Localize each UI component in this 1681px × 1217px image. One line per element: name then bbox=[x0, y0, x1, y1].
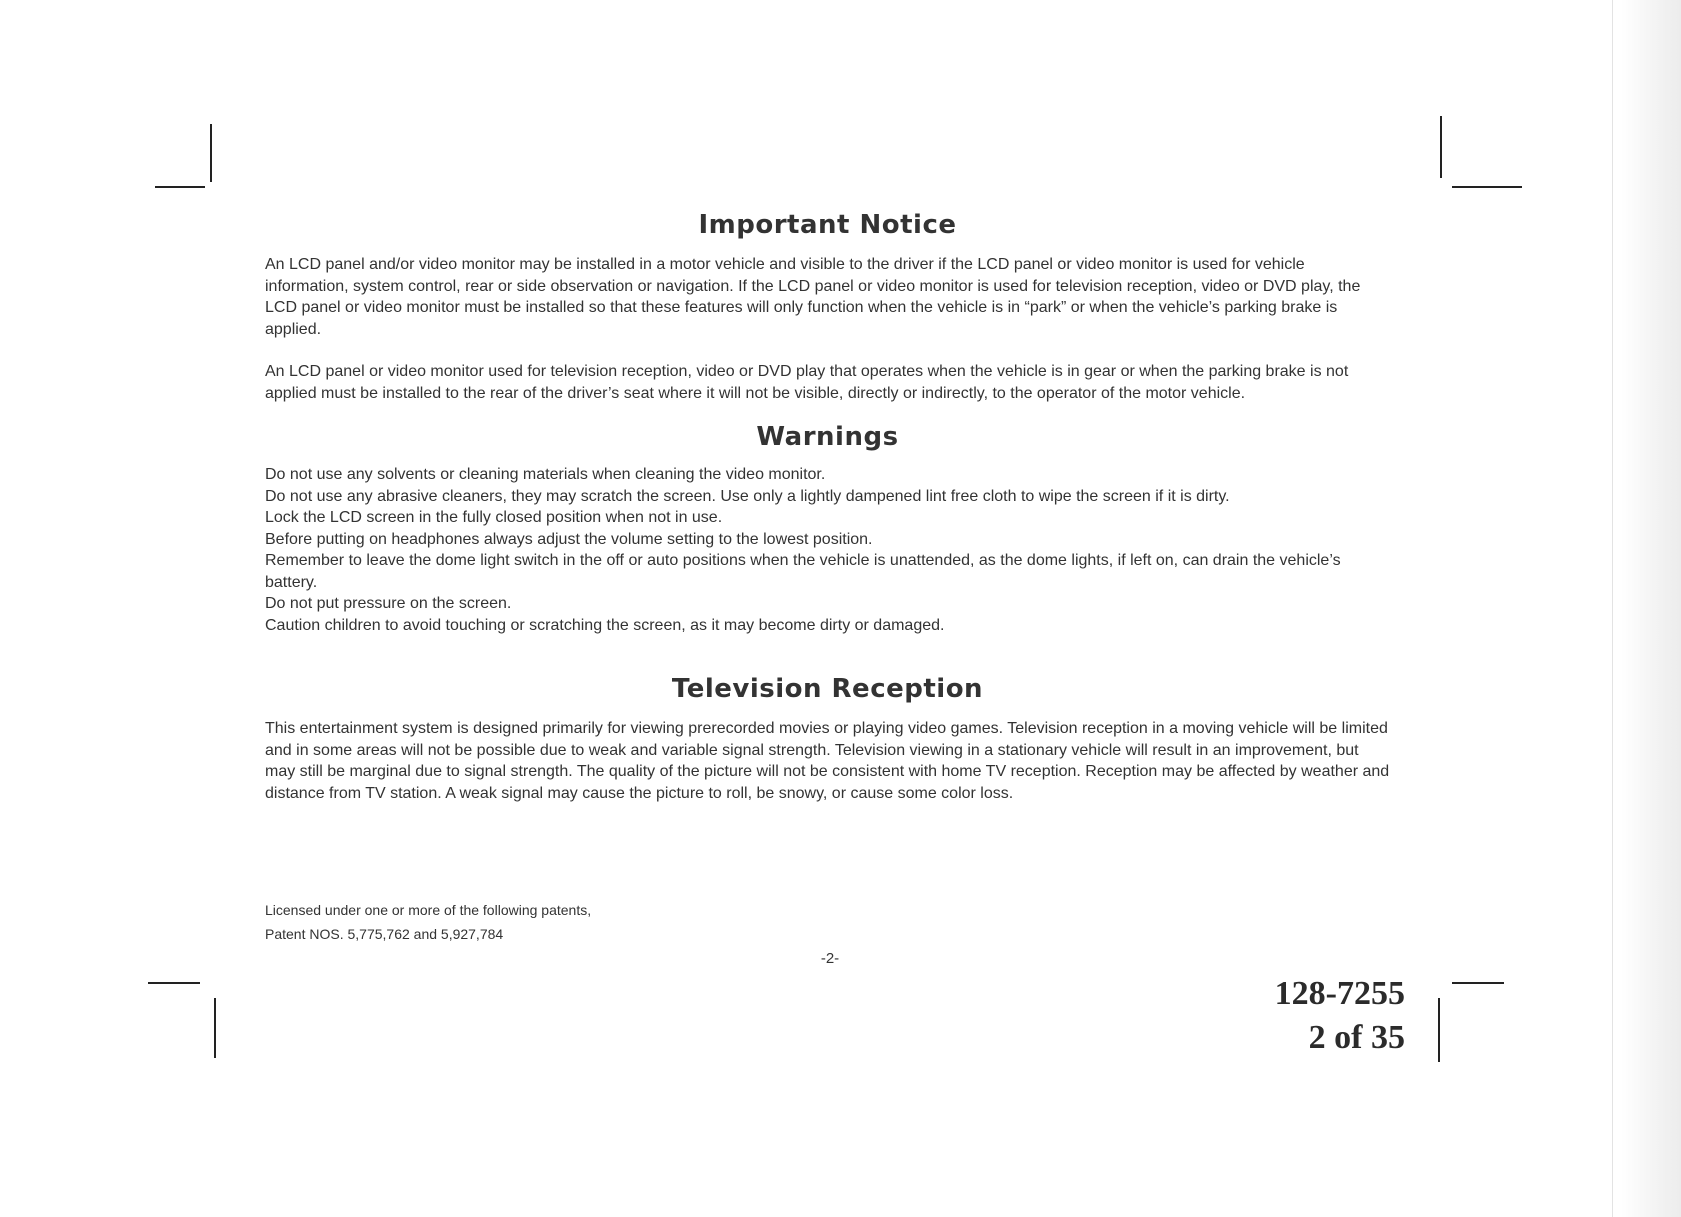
document-number: 128-7255 bbox=[1274, 975, 1405, 1012]
television-reception-paragraph: This entertainment system is designed primarily for viewing prerecorded movies or playing video games. Television reception in a moving vehicle will be limited and in some areas will not be possible due to weak and variable signal strength. Television viewing in a stationary vehicle will result in an improvement, but may still be marginal due to signal strength. The quality of the picture will not be consistent with home TV reception. Reception may be affected by weather and distance from TV station. A weak signal may cause the picture to roll, be snowy, or cause some color loss. bbox=[265, 720, 1390, 802]
notice-paragraph-2: An LCD panel or video monitor used for television reception, video or DVD play that operates when the vehicle is in gear or when the parking brake is not applied must be installed to the rear of the driver’s seat where it will not be visible, directly or indirectly, to the operator of the motor vehicle. bbox=[265, 363, 1349, 402]
page-number: -2- bbox=[820, 950, 840, 967]
crop-mark-bottom-left-vertical bbox=[214, 998, 216, 1058]
patent-numbers-line: Patent NOS. 5,775,762 and 5,927,784 bbox=[265, 926, 504, 942]
crop-mark-bottom-right-vertical bbox=[1438, 998, 1440, 1062]
warnings-heading: Warnings bbox=[756, 422, 899, 452]
television-reception-heading: Television Reception bbox=[671, 674, 984, 704]
patent-license-line: Licensed under one or more of the following patents, bbox=[265, 902, 592, 918]
crop-mark-bottom-right-horizontal bbox=[1452, 982, 1504, 984]
warning-item: Do not use any abrasive cleaners, they may scratch the screen. Use only a lightly dampened lint free cloth to wipe the screen if it is dirty. bbox=[265, 487, 1230, 505]
crop-mark-top-right-horizontal bbox=[1452, 186, 1522, 188]
warning-item: Remember to leave the dome light switch in the off or auto positions when the vehicle is unattended, as the dome lights, if left on, can drain the vehicle’s battery. bbox=[265, 552, 1341, 591]
warning-item: Before putting on headphones always adjust the volume setting to the lowest position. bbox=[265, 530, 873, 548]
crop-mark-top-right-vertical bbox=[1440, 116, 1442, 178]
warning-item: Caution children to avoid touching or scratching the screen, as it may become dirty or damaged. bbox=[265, 616, 945, 634]
crop-mark-top-left-vertical bbox=[210, 124, 212, 182]
page-edge-shadow bbox=[1621, 0, 1681, 1217]
crop-mark-top-left-horizontal bbox=[155, 186, 205, 188]
document-code-block bbox=[1220, 972, 1405, 1060]
crop-mark-bottom-left-horizontal bbox=[148, 982, 200, 984]
page-fold-line bbox=[1612, 0, 1613, 1217]
document-body bbox=[265, 210, 1390, 804]
warning-item: Do not use any solvents or cleaning materials when cleaning the video monitor. bbox=[265, 466, 826, 483]
notice-paragraph-1: An LCD panel and/or video monitor may be installed in a motor vehicle and visible to the driver if the LCD panel or video monitor is used for vehicle information, system control, rear or side observation or navigation. If the LCD panel or video monitor is used for television reception, video or DVD play, the LCD panel or video monitor must be installed so that these features will only function when the vehicle is in “park” or when the vehicle’s parking brake is applied. bbox=[265, 256, 1361, 338]
page-count: 2 of 35 bbox=[1308, 1019, 1405, 1056]
warning-item: Do not put pressure on the screen. bbox=[265, 595, 512, 612]
patent-notice bbox=[265, 898, 591, 946]
important-notice-heading: Important Notice bbox=[698, 210, 957, 240]
warning-item: Lock the LCD screen in the fully closed position when not in use. bbox=[265, 509, 723, 526]
warnings-list bbox=[265, 464, 1390, 636]
